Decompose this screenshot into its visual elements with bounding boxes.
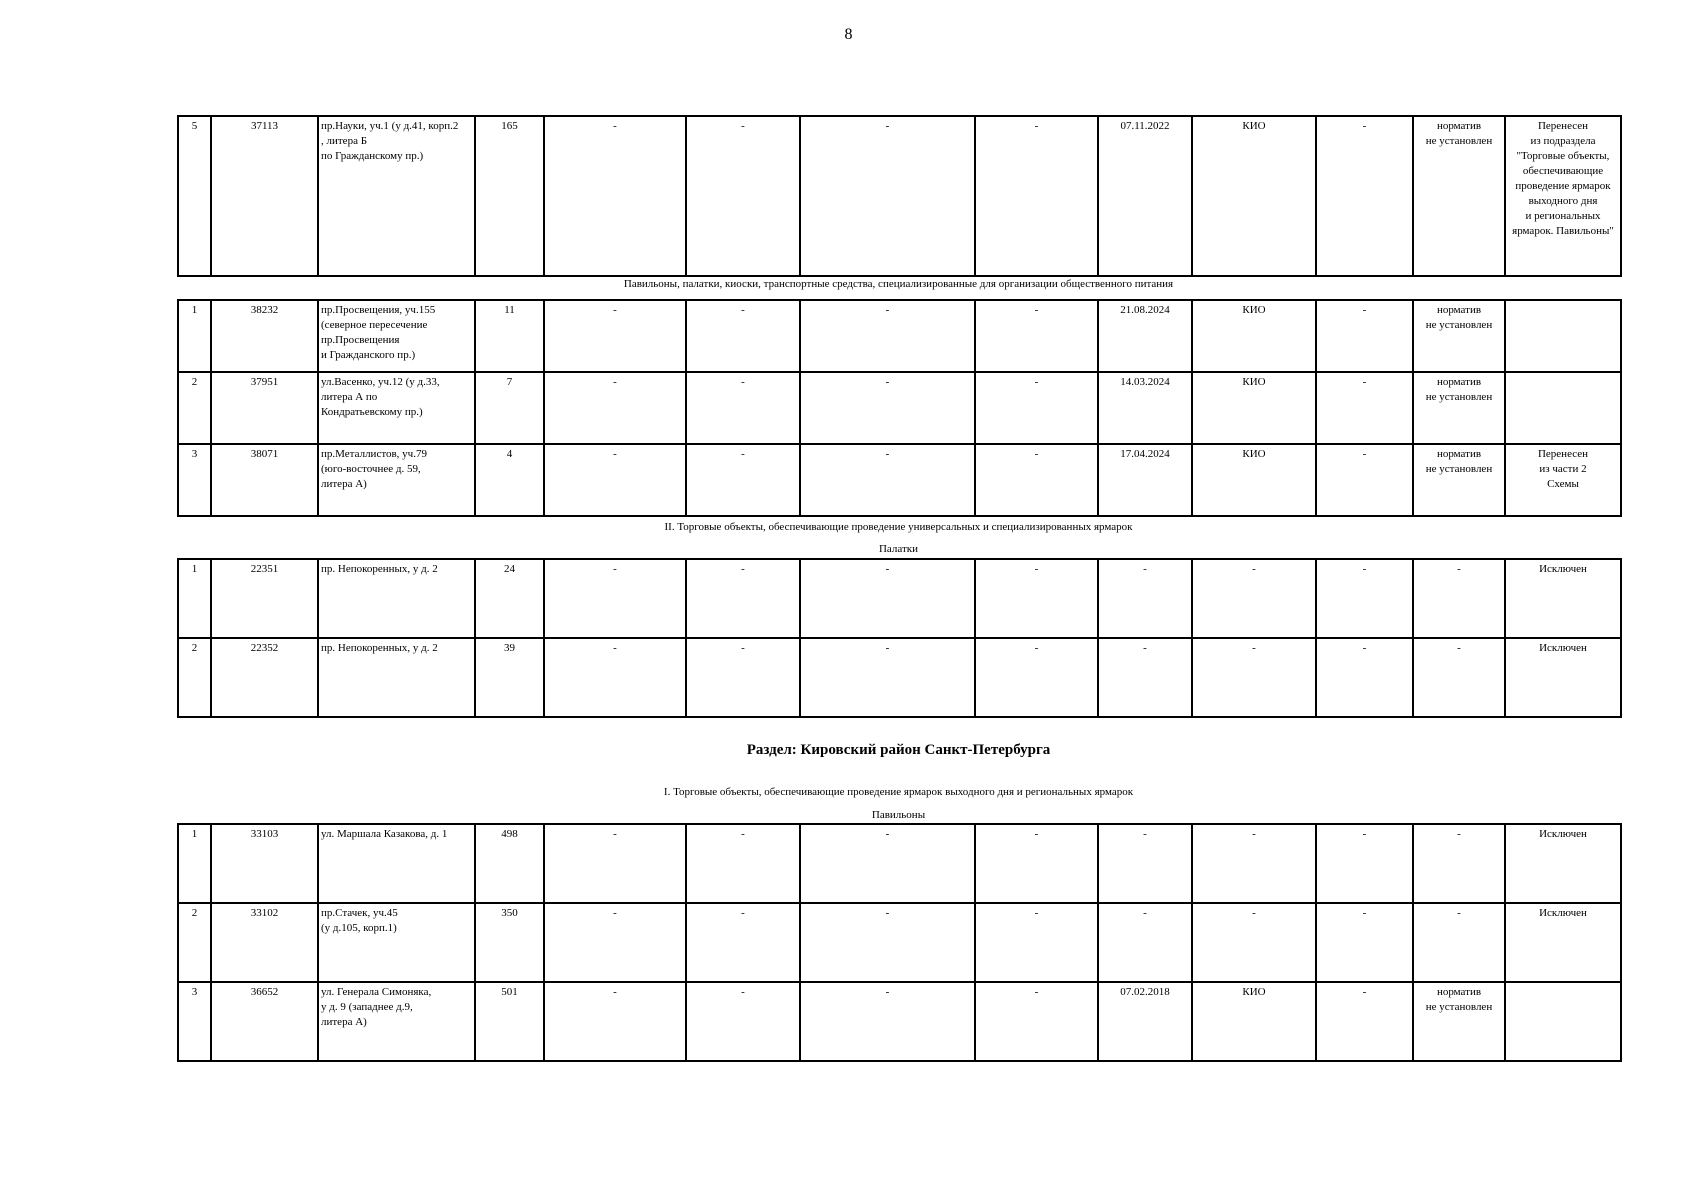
cell-row-number: 1: [178, 559, 211, 638]
cell-area: 7: [475, 372, 544, 444]
cell-date: -: [1098, 638, 1192, 717]
cell-area: 350: [475, 903, 544, 982]
cell-col-11: -: [1316, 638, 1413, 717]
cell-row-number: 2: [178, 372, 211, 444]
cell-address: пр.Науки, уч.1 (у д.41, корп.2 , литера Б по Гражданскому пр.): [318, 116, 475, 276]
cell-object-id: 22352: [211, 638, 318, 717]
cell-date: -: [1098, 903, 1192, 982]
table-row: [178, 559, 1621, 638]
cell-date: -: [1098, 824, 1192, 903]
cell-row-number: 1: [178, 300, 211, 372]
cell-col-11: -: [1316, 300, 1413, 372]
cell-col-6: -: [686, 824, 800, 903]
cell-row-number: 1: [178, 824, 211, 903]
cell-object-id: 37951: [211, 372, 318, 444]
cell-address: пр.Просвещения, уч.155 (северное пересечение пр.Просвещения и Гражданского пр.): [318, 300, 475, 372]
cell-row-number: 3: [178, 982, 211, 1061]
cell-norm: -: [1413, 559, 1505, 638]
cell-col-6: -: [686, 444, 800, 516]
cell-norm: -: [1413, 824, 1505, 903]
table-row: [178, 444, 1621, 516]
cell-col-7: -: [800, 903, 975, 982]
cell-col-11: -: [1316, 372, 1413, 444]
cell-col-6: -: [686, 300, 800, 372]
cell-note: [1505, 372, 1621, 444]
cell-organization: -: [1192, 824, 1316, 903]
cell-col-11: -: [1316, 903, 1413, 982]
cell-area: 39: [475, 638, 544, 717]
cell-col-11: -: [1316, 982, 1413, 1061]
cell-note: Исключен: [1505, 824, 1621, 903]
cell-row-number: 3: [178, 444, 211, 516]
caption-tents: Палатки: [878, 543, 919, 555]
schedule-table-c: [177, 558, 1622, 718]
cell-date: 07.11.2022: [1098, 116, 1192, 276]
table-row: [178, 824, 1621, 903]
cell-col-7: -: [800, 982, 975, 1061]
cell-area: 4: [475, 444, 544, 516]
cell-col-5: -: [544, 638, 686, 717]
cell-organization: -: [1192, 559, 1316, 638]
cell-norm: норматив не установлен: [1413, 444, 1505, 516]
cell-note: Перенесен из части 2 Схемы: [1505, 444, 1621, 516]
cell-norm: норматив не установлен: [1413, 982, 1505, 1061]
cell-col-6: -: [686, 638, 800, 717]
cell-col-7: -: [800, 444, 975, 516]
cell-object-id: 22351: [211, 559, 318, 638]
cell-date: 17.04.2024: [1098, 444, 1192, 516]
cell-col-7: -: [800, 559, 975, 638]
cell-row-number: 2: [178, 903, 211, 982]
cell-col-6: -: [686, 903, 800, 982]
cell-object-id: 37113: [211, 116, 318, 276]
cell-address: ул. Маршала Казакова, д. 1: [318, 824, 475, 903]
cell-col-8: -: [975, 116, 1098, 276]
caption-pavilions-catering: Павильоны, палатки, киоски, транспортные средства, специализированные для организации общественного питания: [623, 278, 1174, 290]
cell-col-6: -: [686, 372, 800, 444]
section-title: Раздел: Кировский район Санкт-Петербурга: [746, 742, 1051, 758]
cell-col-7: -: [800, 824, 975, 903]
cell-col-11: -: [1316, 824, 1413, 903]
cell-note: Исключен: [1505, 903, 1621, 982]
cell-col-11: -: [1316, 116, 1413, 276]
cell-col-7: -: [800, 638, 975, 717]
cell-object-id: 36652: [211, 982, 318, 1061]
cell-area: 11: [475, 300, 544, 372]
cell-organization: -: [1192, 638, 1316, 717]
cell-col-8: -: [975, 300, 1098, 372]
cell-organization: КИО: [1192, 372, 1316, 444]
caption-part2: II. Торговые объекты, обеспечивающие проведение универсальных и специализированных ярмарок: [664, 521, 1133, 533]
cell-note: Перенесен из подраздела "Торговые объекты, обеспечивающие проведение ярмарок выходного дня и региональных ярмарок. Павильоны": [1505, 116, 1621, 276]
caption-part1: I. Торговые объекты, обеспечивающие проведение ярмарок выходного дня и региональных ярмарок: [663, 786, 1134, 798]
cell-area: 24: [475, 559, 544, 638]
cell-object-id: 38071: [211, 444, 318, 516]
cell-col-11: -: [1316, 559, 1413, 638]
cell-organization: КИО: [1192, 116, 1316, 276]
cell-col-5: -: [544, 559, 686, 638]
cell-date: 14.03.2024: [1098, 372, 1192, 444]
cell-object-id: 33103: [211, 824, 318, 903]
cell-area: 501: [475, 982, 544, 1061]
cell-organization: КИО: [1192, 300, 1316, 372]
cell-col-7: -: [800, 300, 975, 372]
cell-organization: -: [1192, 903, 1316, 982]
cell-col-7: -: [800, 372, 975, 444]
cell-note: Исключен: [1505, 559, 1621, 638]
cell-note: Исключен: [1505, 638, 1621, 717]
cell-col-5: -: [544, 824, 686, 903]
cell-note: [1505, 982, 1621, 1061]
table-row: [178, 982, 1621, 1061]
cell-object-id: 38232: [211, 300, 318, 372]
cell-col-11: -: [1316, 444, 1413, 516]
cell-object-id: 33102: [211, 903, 318, 982]
cell-address: ул.Васенко, уч.12 (у д.33, литера А по Кондратьевскому пр.): [318, 372, 475, 444]
table-row: [178, 116, 1621, 276]
cell-area: 498: [475, 824, 544, 903]
cell-norm: норматив не установлен: [1413, 372, 1505, 444]
cell-col-7: -: [800, 116, 975, 276]
cell-row-number: 5: [178, 116, 211, 276]
caption-pavilions: Павильоны: [871, 809, 926, 821]
cell-norm: норматив не установлен: [1413, 300, 1505, 372]
cell-col-6: -: [686, 559, 800, 638]
cell-col-8: -: [975, 444, 1098, 516]
cell-date: -: [1098, 559, 1192, 638]
cell-organization: КИО: [1192, 982, 1316, 1061]
cell-norm: норматив не установлен: [1413, 116, 1505, 276]
schedule-table-a: [177, 115, 1622, 277]
cell-col-5: -: [544, 300, 686, 372]
cell-col-5: -: [544, 116, 686, 276]
table-row: [178, 300, 1621, 372]
cell-norm: -: [1413, 903, 1505, 982]
cell-address: пр. Непокоренных, у д. 2: [318, 559, 475, 638]
page-number: 8: [844, 26, 853, 43]
table-row: [178, 638, 1621, 717]
cell-norm: -: [1413, 638, 1505, 717]
table-row: [178, 903, 1621, 982]
cell-date: 21.08.2024: [1098, 300, 1192, 372]
cell-col-6: -: [686, 982, 800, 1061]
cell-col-5: -: [544, 372, 686, 444]
cell-col-5: -: [544, 982, 686, 1061]
cell-address: пр.Металлистов, уч.79 (юго-восточнее д. 59, литера А): [318, 444, 475, 516]
cell-col-8: -: [975, 559, 1098, 638]
cell-row-number: 2: [178, 638, 211, 717]
schedule-table-d: [177, 823, 1622, 1062]
cell-date: 07.02.2018: [1098, 982, 1192, 1061]
cell-col-5: -: [544, 444, 686, 516]
cell-address: ул. Генерала Симоняка, у д. 9 (западнее д.9, литера А): [318, 982, 475, 1061]
cell-col-8: -: [975, 824, 1098, 903]
cell-organization: КИО: [1192, 444, 1316, 516]
table-row: [178, 372, 1621, 444]
cell-address: пр. Непокоренных, у д. 2: [318, 638, 475, 717]
cell-note: [1505, 300, 1621, 372]
schedule-table-b: [177, 299, 1622, 517]
cell-area: 165: [475, 116, 544, 276]
cell-address: пр.Стачек, уч.45 (у д.105, корп.1): [318, 903, 475, 982]
cell-col-5: -: [544, 903, 686, 982]
cell-col-6: -: [686, 116, 800, 276]
cell-col-8: -: [975, 372, 1098, 444]
cell-col-8: -: [975, 638, 1098, 717]
cell-col-8: -: [975, 982, 1098, 1061]
cell-col-8: -: [975, 903, 1098, 982]
